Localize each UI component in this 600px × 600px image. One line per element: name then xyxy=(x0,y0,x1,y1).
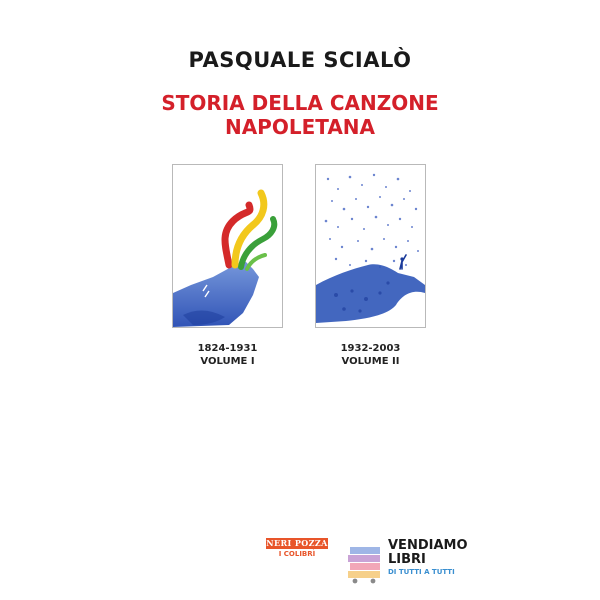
volume-1-years: 1824-1931 xyxy=(197,343,258,354)
book-title xyxy=(0,91,600,139)
volume-2-illustration xyxy=(315,164,426,328)
volume-2-caption xyxy=(315,342,426,368)
seller-line-1: VENDIAMO xyxy=(388,538,468,553)
seller-line-2: LIBRI xyxy=(388,552,426,567)
volume-2-years: 1932-2003 xyxy=(340,343,401,354)
publisher-logo xyxy=(266,538,328,559)
title-line-1: STORIA DELLA CANZONE xyxy=(161,91,439,115)
seller-tagline: DI TUTTI A TUTTI xyxy=(388,568,455,576)
volume-1-label: VOLUME I xyxy=(200,356,255,367)
volume-2-label: VOLUME II xyxy=(341,356,400,367)
volume-1-caption xyxy=(172,342,283,368)
publisher-series: I COLIBRÌ xyxy=(266,549,328,559)
publisher-name: NERI POZZA xyxy=(266,538,328,548)
books-stack-icon xyxy=(346,545,384,585)
volume-1-illustration xyxy=(172,164,283,328)
title-line-2: NAPOLETANA xyxy=(224,115,376,139)
author-name: PASQUALE SCIALÒ xyxy=(188,48,412,72)
vendiamo-libri-logo xyxy=(346,535,468,585)
